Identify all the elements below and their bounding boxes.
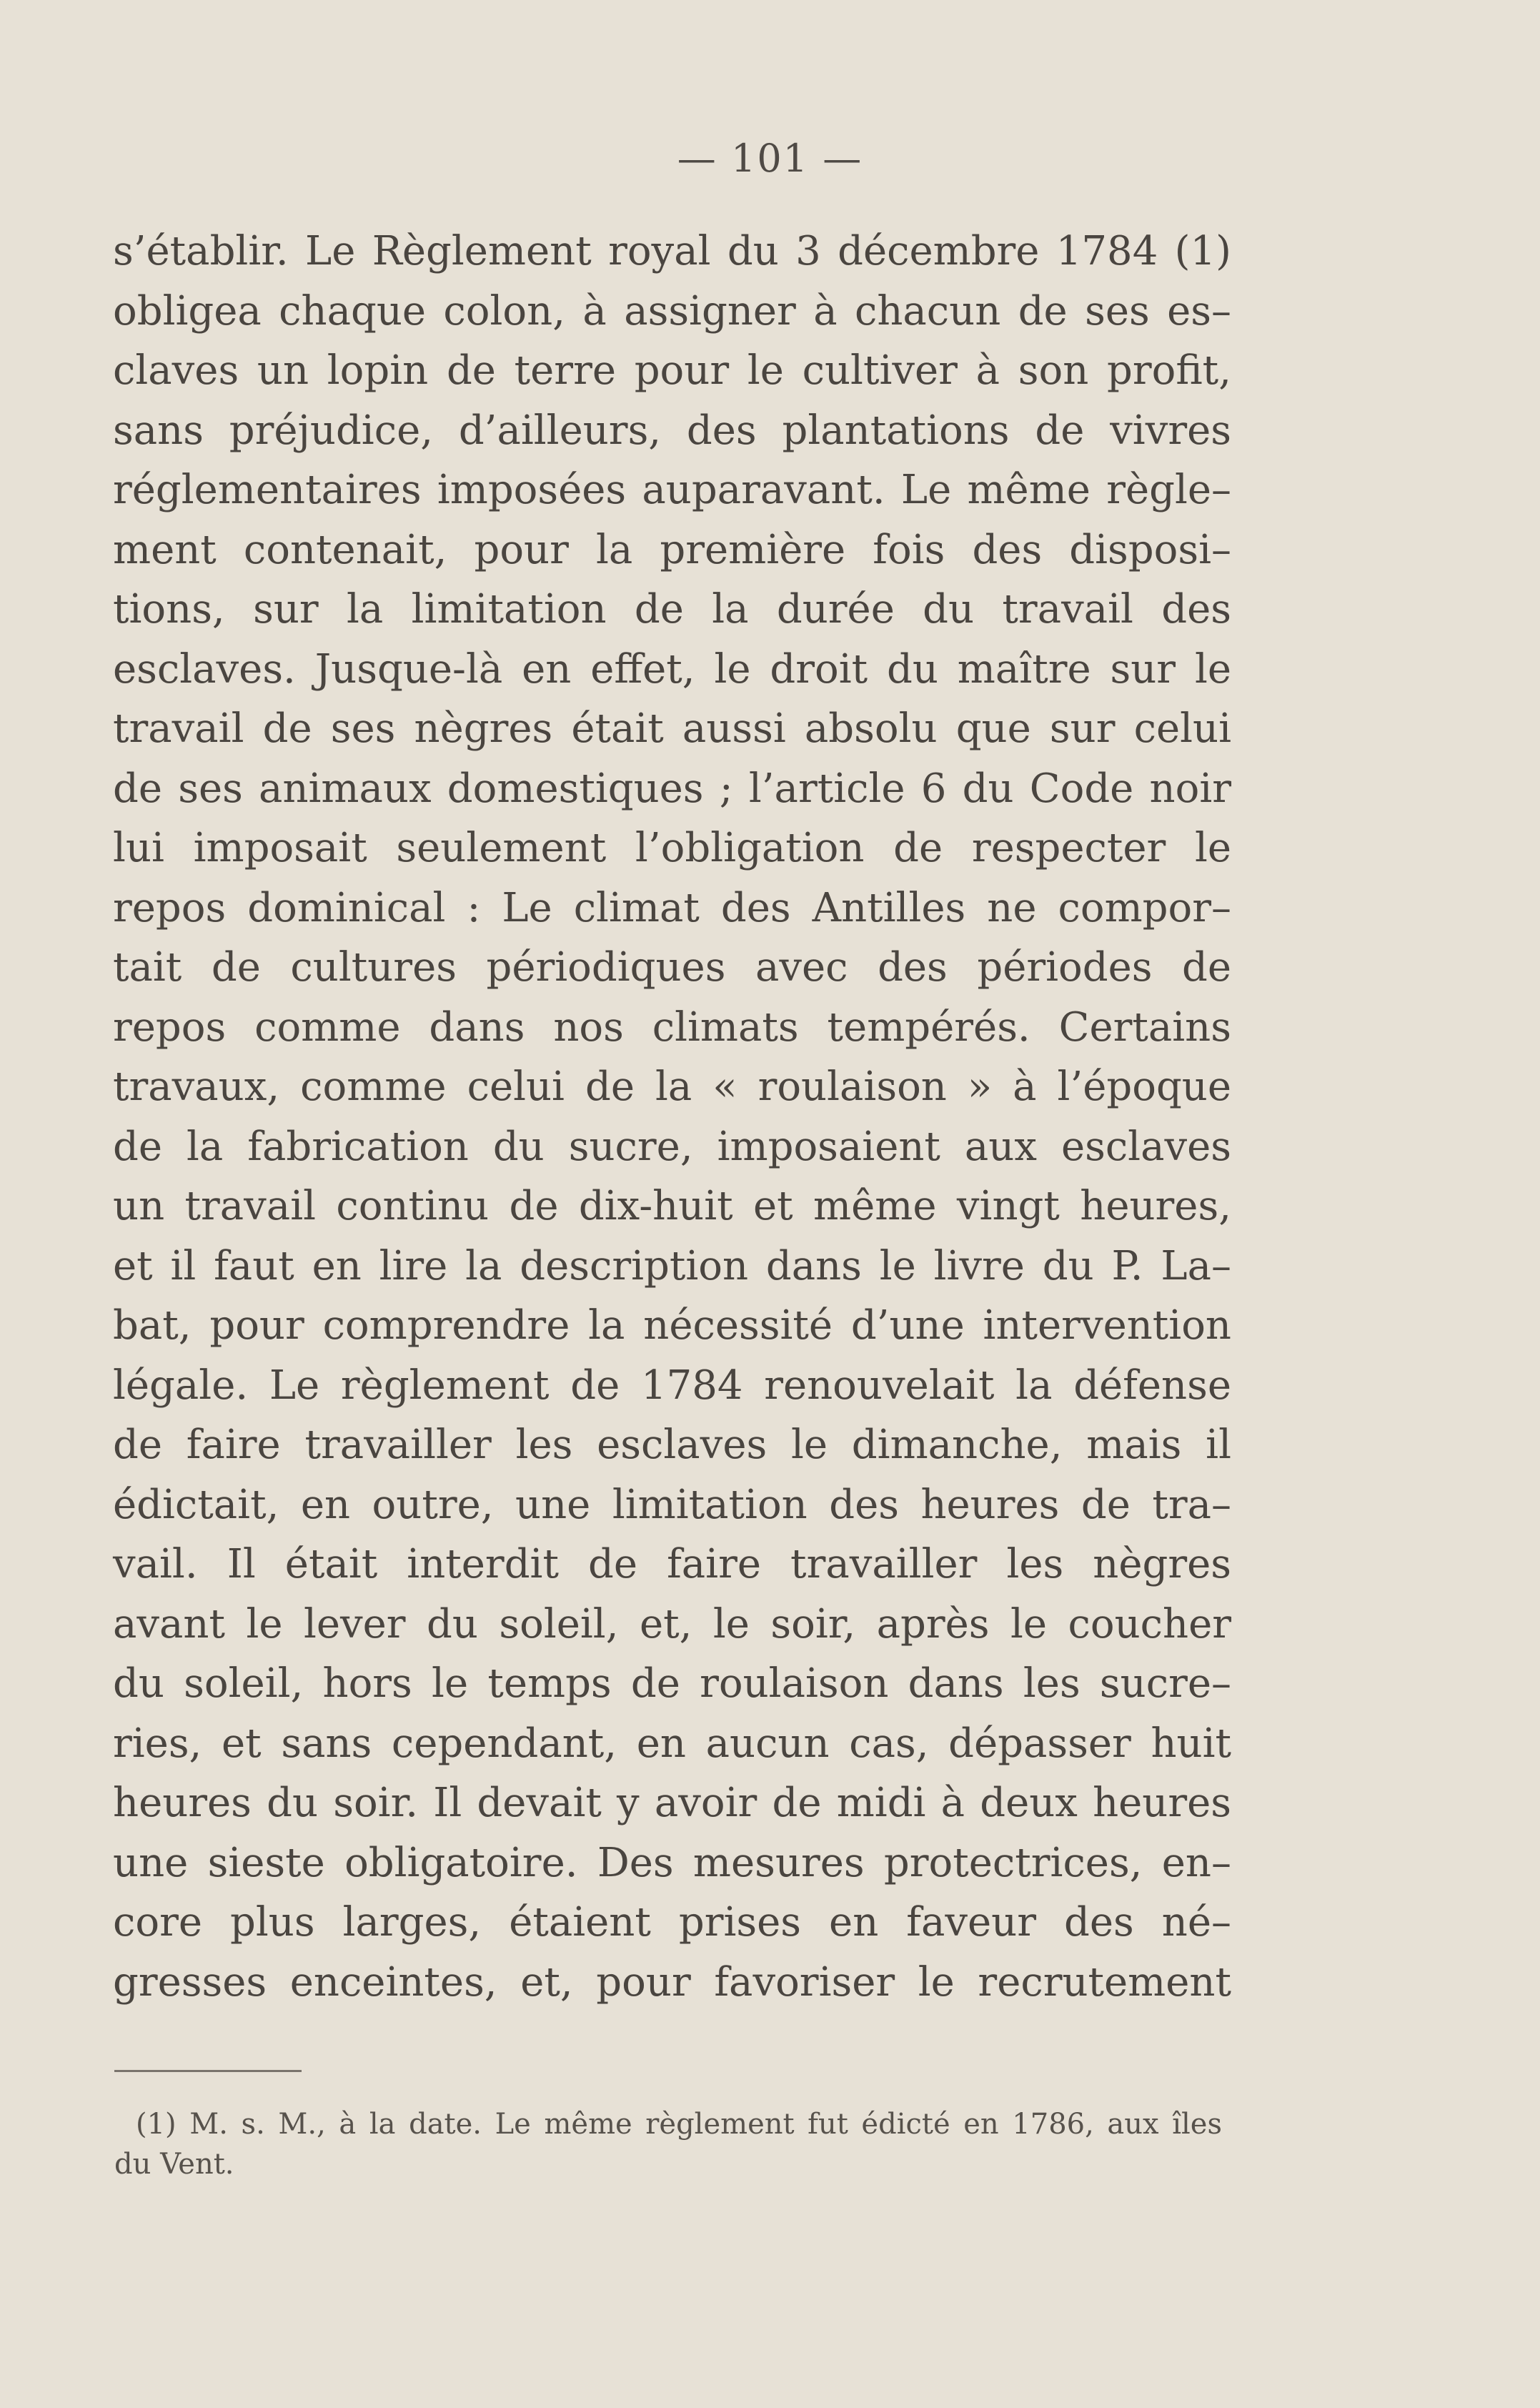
text-line: vail. Il était interdit de faire travailler les nègres <box>113 1541 1231 1587</box>
text-line: lui imposait seulement l’obligation de respecter le <box>113 825 1231 871</box>
text-line: repos comme dans nos climats tempérés. Certains <box>113 1004 1231 1051</box>
text-line: réglementaires imposées auparavant. Le même règle– <box>113 467 1231 513</box>
text-line: repos dominical : Le climat des Antilles ne compor– <box>113 884 1231 931</box>
text-line: esclaves. Jusque-là en effet, le droit du maître sur le <box>113 645 1231 693</box>
footnote <box>114 2104 1222 2184</box>
text-line: une sieste obligatoire. Des mesures protectrices, en– <box>113 1839 1231 1886</box>
text-line: tions, sur la limitation de la durée du travail des <box>113 586 1231 633</box>
text-line: avant le lever du soleil, et, le soir, après le coucher <box>113 1600 1231 1648</box>
text-line: ment contenait, pour la première fois des disposi– <box>113 526 1231 573</box>
text-line: travail de ses nègres était aussi absolu que sur celui <box>113 705 1231 752</box>
body-text <box>113 222 1231 2012</box>
text-line: heures du soir. Il devait y avoir de midi à deux heures <box>113 1780 1231 1826</box>
page-number: — 101 — <box>677 136 863 181</box>
text-line: ries, et sans cependant, en aucun cas, dépasser huit <box>113 1720 1231 1767</box>
text-line: et il faut en lire la description dans le livre du P. La– <box>113 1242 1231 1289</box>
footnote-divider <box>114 2070 302 2072</box>
text-line: tait de cultures périodiques avec des périodes de <box>113 944 1231 991</box>
text-line: de la fabrication du sucre, imposaient aux esclaves <box>113 1123 1231 1170</box>
text-line: bat, pour comprendre la nécessité d’une intervention <box>113 1302 1231 1349</box>
text-line: édictait, en outre, une limitation des heures de tra– <box>113 1481 1231 1528</box>
text-line: travaux, comme celui de la « roulaison » à l’époque <box>113 1064 1231 1110</box>
text-line: un travail continu de dix-huit et même vingt heures, <box>113 1183 1231 1229</box>
text-line: s’établir. Le Règlement royal du 3 décembre 1784 (1) <box>113 228 1231 274</box>
text-line: obligea chaque colon, à assigner à chacun de ses es– <box>113 287 1231 335</box>
text-line: du soleil, hors le temps de roulaison dans les sucre– <box>113 1660 1231 1707</box>
text-line: core plus larges, étaient prises en faveur des né– <box>113 1899 1231 1946</box>
text-line: de faire travailler les esclaves le dimanche, mais il <box>113 1422 1231 1468</box>
text-line: sans préjudice, d’ailleurs, des plantations de vivres <box>113 407 1231 454</box>
text-line: claves un lopin de terre pour le cultiver à son profit, <box>113 347 1231 394</box>
footnote-line: du Vent. <box>114 2148 234 2181</box>
footnote-line: (1) M. s. M., à la date. Le même règlement fut édicté en 1786, aux îles <box>136 2108 1222 2141</box>
text-line: légale. Le règlement de 1784 renouvelait la défense <box>113 1362 1231 1409</box>
text-line: de ses animaux domestiques ; l’article 6 du Code noir <box>113 765 1231 812</box>
text-line: gresses enceintes, et, pour favoriser le recrutement <box>113 1958 1231 2006</box>
